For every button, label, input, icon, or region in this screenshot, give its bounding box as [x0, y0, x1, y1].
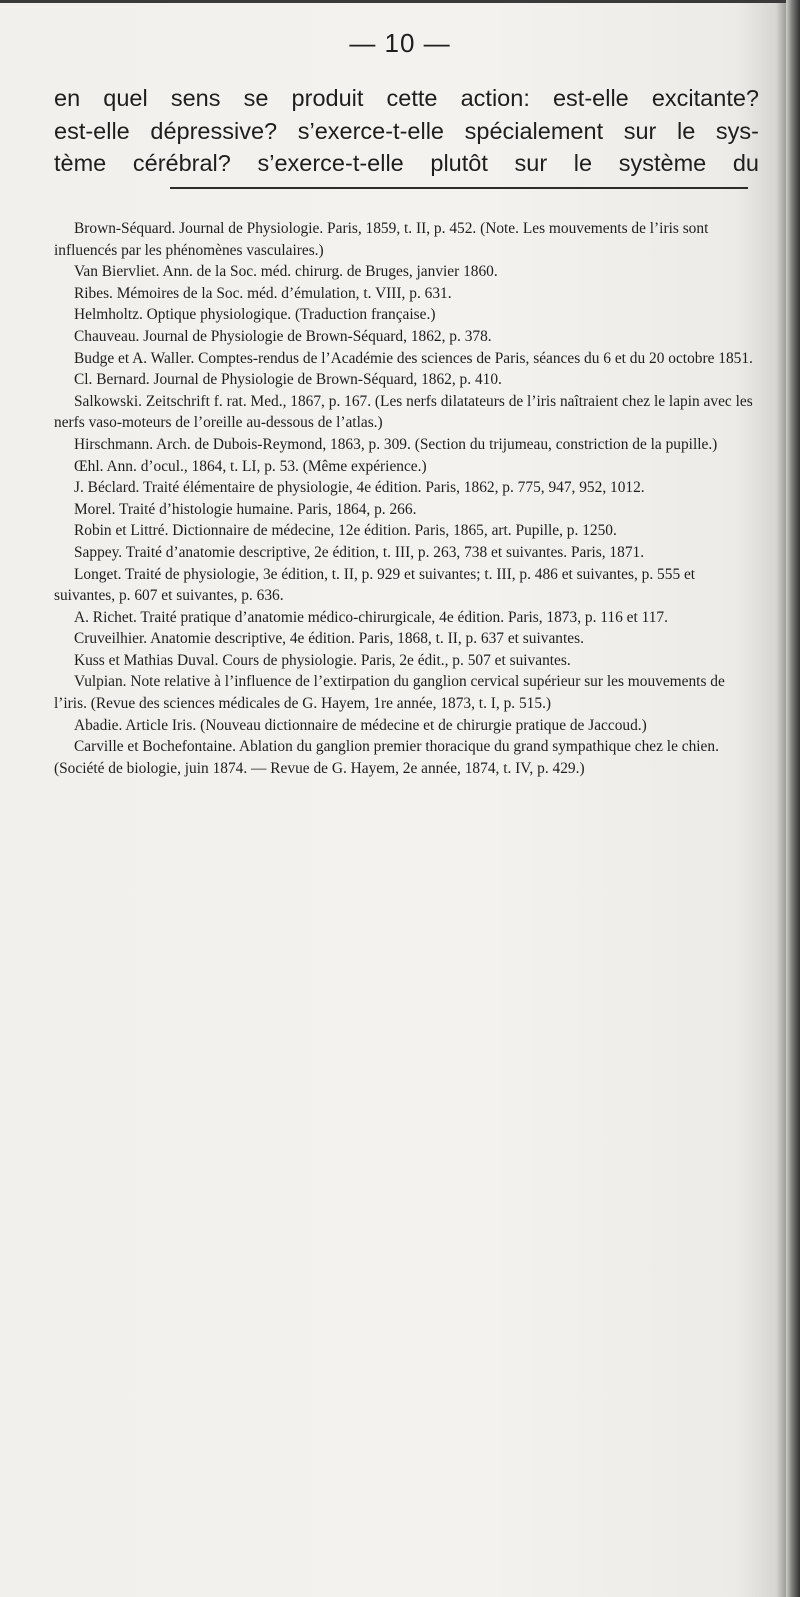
- bibliography-entry: Cl. Bernard. Journal de Physiologie de Brown-Séquard, 1862, p. 410.: [74, 371, 502, 389]
- body-line: tème cérébral? s’exerce-t-elle plutôt sur le système du: [54, 150, 759, 176]
- bibliography-entry: Œhl. Ann. d’ocul., 1864, t. LI, p. 53. (Même expérience.): [74, 457, 427, 475]
- footnote-divider: [170, 187, 748, 189]
- bibliography-entry: Cruveilhier. Anatomie descriptive, 4e édition. Paris, 1868, t. II, p. 637 et suivantes.: [74, 630, 584, 648]
- page-number: — 10 —: [349, 28, 451, 58]
- bibliography-entry: Sappey. Traité d’anatomie descriptive, 2e édition, t. III, p. 263, 738 et suivantes. Paris, 1871.: [74, 543, 645, 561]
- bibliography-entry: Kuss et Mathias Duval. Cours de physiologie. Paris, 2e édit., p. 507 et suivantes.: [74, 651, 571, 669]
- bibliography-entry: Abadie. Article Iris. (Nouveau dictionnaire de médecine et de chirurgie pratique de Jaccoud.): [74, 716, 647, 734]
- bibliography-entry: Carville et Bochefontaine. Ablation du ganglion premier thoracique du grand sympathique chez le chien. (Société de biologie, juin 1874. — Revue de G. Hayem, 2e année, 1874, t. IV, p. 429.): [54, 738, 719, 777]
- top-edge: [0, 0, 800, 3]
- bibliography-entry: Salkowski. Zeitschrift f. rat. Med., 1867, p. 167. (Les nerfs dilatateurs de l’iris naîtraient chez le lapin avec les nerfs vaso-moteurs de l’oreille au-dessous de l’atlas.): [54, 392, 753, 432]
- bibliography-entry: J. Béclard. Traité élémentaire de physiologie, 4e édition. Paris, 1862, p. 775, 947, 952, 1012.: [74, 479, 645, 497]
- body-line: est-elle dépressive? s’exerce-t-elle spécialement sur le sys-: [54, 117, 759, 144]
- bibliography-entry: Longet. Traité de physiologie, 3e édition, t. II, p. 929 et suivantes; t. III, p. 486 et suivantes, p. 555 et suivantes, p. 607 et suivantes, p. 636.: [54, 565, 696, 605]
- bibliography-entry: Ribes. Mémoires de la Soc. méd. d’émulation, t. VIII, p. 631.: [74, 284, 452, 302]
- page-binding-edge: [786, 0, 800, 1597]
- body-line: en quel sens se produit cette action: est-elle excitante?: [54, 85, 759, 111]
- bibliography-entry: Morel. Traité d’histologie humaine. Paris, 1864, p. 266.: [74, 500, 417, 518]
- bibliography-entry: Vulpian. Note relative à l’influence de l’extirpation du ganglion cervical supérieur sur les mouvements de l’iris. (Revue des sciences médicales de G. Hayem, 1re année, 1873, t. I, p. 515.): [54, 673, 725, 713]
- bibliography-entry: Van Biervliet. Ann. de la Soc. méd. chirurg. de Bruges, janvier 1860.: [74, 263, 498, 281]
- bibliography-entry: Robin et Littré. Dictionnaire de médecine, 12e édition. Paris, 1865, art. Pupille, p. 1250.: [74, 522, 617, 540]
- bibliography-list: [54, 218, 758, 779]
- bibliography-entry: Budge et A. Waller. Comptes-rendus de l’Académie des sciences de Paris, séances du 6 et du 20 octobre 1851.: [74, 349, 753, 367]
- bibliography-entry: A. Richet. Traité pratique d’anatomie médico-chirurgicale, 4e édition. Paris, 1873, p. 116 et 117.: [74, 608, 668, 626]
- bibliography-entry: Brown-Séquard. Journal de Physiologie. Paris, 1859, t. II, p. 452. (Note. Les mouvements de l’iris sont influencés par les phénomènes vasculaires.): [54, 220, 709, 259]
- bibliography-entry: Chauveau. Journal de Physiologie de Brown-Séquard, 1862, p. 378.: [74, 327, 492, 345]
- bibliography-entry: Helmholtz. Optique physiologique. (Traduction française.): [74, 306, 436, 324]
- bibliography-entry: Hirschmann. Arch. de Dubois-Reymond, 1863, p. 309. (Section du trijumeau, constriction de la pupille.): [74, 435, 718, 453]
- body-paragraph: [54, 82, 759, 180]
